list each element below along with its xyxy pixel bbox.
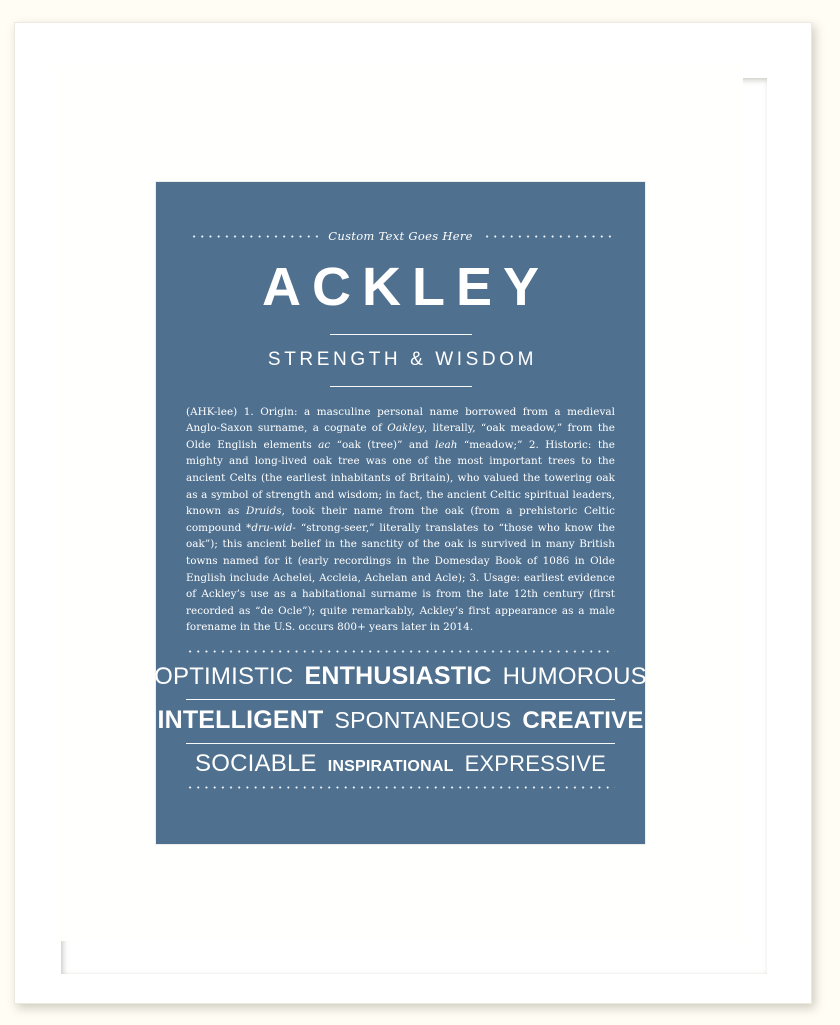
dotted-rule-left bbox=[190, 235, 318, 238]
dotted-rule-traits-bottom bbox=[186, 786, 615, 789]
trait-expressive: EXPRESSIVE bbox=[464, 751, 606, 776]
traits-section bbox=[154, 650, 647, 789]
trait-sociable: SOCIABLE bbox=[195, 750, 317, 777]
trait-intelligent: INTELLIGENT bbox=[157, 706, 324, 734]
trait-optimistic: OPTIMISTIC bbox=[154, 663, 294, 690]
divider-traits-1 bbox=[186, 699, 615, 700]
divider-above-meaning bbox=[330, 334, 472, 335]
traits-row-3 bbox=[186, 750, 615, 778]
trait-creative: CREATIVE bbox=[522, 707, 644, 734]
dotted-rule-right bbox=[483, 235, 611, 238]
name-art-print bbox=[156, 182, 645, 844]
custom-text-row bbox=[186, 229, 615, 243]
name-definition: (AHK-lee) 1. Origin: a masculine personal name borrowed from a medieval Anglo-Saxon surname, a cognate of Oakley, literally, “oak meadow,” from the Olde English elements ac “oak (tree)” and leah “meadow;” 2. Historic: the mighty and long-lived oak tree was one of the most important trees to the ancient Celts (the earliest inhabitants of Britain), who valued the towering oak as a symbol of strength and wisdom; in fact, the ancient Celtic spiritual leaders, known as Druids, took their name from the oak (from a prehistoric Celtic compound *dru-wid- “strong-seer,” literally translates to “those who know the oak”); this ancient belief in the sanctity of the oak is survived in many British towns named for it (early recordings in the Domesday Book of 1086 in Olde English include Achelei, Accleia, Achelan and Acle); 3. Usage: earliest evidence of Ackley’s use as a habitational surname is from the late 12th century (first recorded as “de Ocle”); quite remarkably, Ackley’s first appearance as a male forename in the U.S. occurs 800+ years later in 2014. bbox=[186, 405, 615, 634]
trait-inspirational: INSPIRATIONAL bbox=[327, 758, 454, 775]
trait-spontaneous: SPONTANEOUS bbox=[334, 707, 512, 733]
name-meaning: STRENGTH & WISDOM bbox=[267, 348, 538, 370]
name-title: ACKLEY bbox=[261, 257, 550, 317]
divider-below-meaning bbox=[330, 386, 472, 387]
custom-text: Custom Text Goes Here bbox=[328, 229, 473, 243]
dotted-rule-traits-top bbox=[186, 650, 615, 653]
divider-traits-2 bbox=[186, 743, 615, 744]
traits-row-2 bbox=[157, 706, 644, 735]
trait-humorous: HUMOROUS bbox=[502, 663, 647, 690]
traits-row-1 bbox=[154, 662, 647, 691]
trait-enthusiastic: ENTHUSIASTIC bbox=[304, 662, 492, 690]
